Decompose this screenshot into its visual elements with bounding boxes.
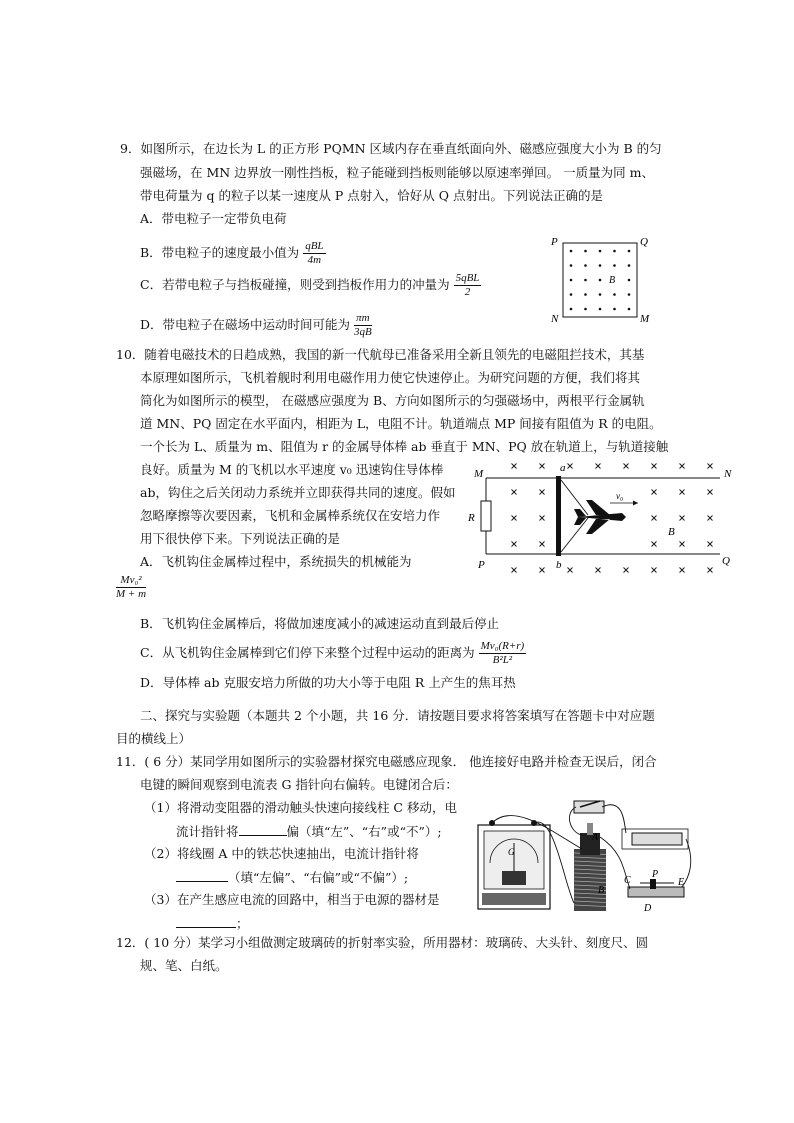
field-cross — [512, 490, 517, 495]
field-dot — [584, 308, 587, 311]
field-cross — [512, 542, 517, 547]
fraction-numerator: Mv₀(R+r) — [480, 639, 525, 652]
label-q: Q — [722, 555, 730, 567]
field-cross — [652, 516, 657, 521]
q11-sub3-text: ； — [236, 916, 249, 931]
answer-blank[interactable] — [176, 867, 228, 882]
field-dot — [628, 264, 631, 267]
q9-option-d-text: D．带电粒子在磁场中运动时间可能为 — [140, 317, 351, 332]
label-d: D — [644, 903, 652, 914]
field-cross — [652, 490, 657, 495]
q9-line1: 9．如图所示，在边长为 L 的正方形 PQMN 区域内存在垂直纸面向外、磁感应强度大小为 B 的匀 — [120, 141, 662, 156]
field-dot — [570, 250, 573, 253]
fraction-denominator: 2 — [464, 285, 471, 298]
answer-blank[interactable] — [239, 821, 287, 836]
q10-line8: 忽略摩擦等次要因素，飞机和金属棒系统仅在安培力作 — [140, 508, 441, 523]
q9-option-b — [140, 238, 330, 268]
fraction-denominator: 3qB — [354, 325, 372, 338]
q9-option-b-text: B．带电粒子的速度最小值为 — [140, 245, 300, 260]
field-dot — [599, 264, 602, 267]
label-m: M — [640, 313, 650, 325]
section-2-heading-cont: 目的横线上） — [116, 731, 192, 746]
q10-line1: 10．随着电磁技术的日趋成熟，我国的新一代航母已准备采用全新且领先的电磁阻拦技术，其基 — [116, 347, 645, 362]
q10-option-c — [140, 638, 530, 668]
label-n: N — [551, 313, 559, 325]
field-dot — [628, 250, 631, 253]
q10-option-c-fraction — [479, 640, 527, 667]
metal-rod-ab — [556, 476, 561, 556]
q10-option-b: B．飞机钩住金属棒后，将做加速度减小的减速运动直到最后停止 — [140, 616, 500, 631]
q10-line3: 简化为如图所示的模型， 在磁感应强度为 B、方向如图所示的匀强磁场中，两根平行金属轨 — [140, 393, 645, 408]
battery-icon — [632, 833, 682, 845]
q11-line2: 电键的瞬间观察到电流表 G 指针向右偏转。电键闭合后： — [140, 777, 458, 792]
label-p: P — [652, 869, 659, 880]
field-dot — [628, 293, 631, 296]
fraction-numerator: qBL — [305, 239, 324, 252]
field-dot — [570, 279, 573, 282]
q10-line5: 一个长为 L、质量为 m、阻值为 r 的金属导体棒 ab 垂直于 MN、PQ 放在轨道上，与轨道接触 — [140, 439, 669, 454]
field-dot — [613, 250, 616, 253]
field-cross — [708, 542, 713, 547]
q12-line2: 规、笔、白纸。 — [140, 958, 228, 973]
field-dot — [613, 308, 616, 311]
q10-line6: 良好。质量为 M 的飞机以水平速度 v₀ 迅速钩住导体棒 — [140, 462, 444, 477]
field-cross — [708, 516, 713, 521]
label-r: R — [468, 512, 475, 524]
field-cross — [540, 516, 545, 521]
arrowhead-icon — [633, 501, 638, 506]
label-a: a — [560, 462, 566, 474]
field-cross — [624, 568, 629, 573]
field-cross — [512, 568, 517, 573]
field-cross — [652, 568, 657, 573]
q11-sub2-answer — [176, 867, 408, 888]
field-dot — [599, 293, 602, 296]
fraction-numerator: Mv₀² — [116, 574, 146, 588]
field-dot — [584, 250, 587, 253]
fraction-denominator: M + m — [116, 588, 147, 600]
rheostat-slider — [650, 879, 656, 889]
field-dot — [570, 293, 573, 296]
field-cross — [680, 490, 685, 495]
field-dot — [599, 279, 602, 282]
field-dot — [584, 264, 587, 267]
q11-sub3: （3）在产生感应电流的回路中，相当于电源的器材是 — [144, 892, 440, 907]
field-cross — [708, 464, 713, 469]
q11-sub3-answer — [176, 913, 249, 934]
q11-sub2: （2）将线圈 A 中的铁芯快速抽出，电流计指针将 — [144, 846, 419, 861]
field-cross — [708, 490, 713, 495]
hook-line-bottom — [561, 518, 588, 552]
fraction-denominator: 4m — [307, 253, 322, 266]
field-cross — [512, 464, 517, 469]
label-q: Q — [640, 236, 648, 248]
q9-magnetic-field-figure — [548, 232, 658, 324]
resistor-r — [481, 501, 491, 531]
section-2-heading: 二、探究与实验题（本题共 2 个小题，共 16 分．请按题目要求将答案填写在答题卡中对应题 — [140, 708, 655, 723]
q12-line1: 12．( 10 分）某学习小组做测定玻璃砖的折射率实验，所用器材：玻璃砖、大头针、刻度尺、圆 — [116, 935, 649, 950]
field-cross — [540, 490, 545, 495]
airplane-icon — [574, 500, 626, 534]
field-dot — [570, 264, 573, 267]
q11-sub1-text-end: 偏（填“左”、“右”或“不”）; — [286, 824, 442, 839]
q11-sub1-text: 流计指针将 — [176, 824, 239, 839]
q9-option-d — [140, 310, 376, 340]
field-dot — [570, 308, 573, 311]
field-dot — [628, 308, 631, 311]
field-dot — [613, 264, 616, 267]
q10-option-a: A．飞机钩住金属棒过程中，系统损失的机械能为 — [140, 554, 412, 569]
q9-line2: 强磁场，在 MN 边界放一刚性挡板，粒子能碰到挡板则能够以原速率弹回。 一质量为同 m、 — [140, 165, 654, 180]
fraction-numerator: πm — [354, 312, 372, 326]
q10-line9: 用下很快停下来。下列说法正确的是 — [140, 531, 341, 546]
field-cross — [680, 464, 685, 469]
galvanometer-base — [482, 893, 546, 905]
q10-rail-figure — [470, 458, 738, 580]
q11-apparatus-figure — [474, 793, 700, 918]
q9-option-d-fraction — [354, 312, 372, 339]
q11-sub1-answer — [176, 821, 442, 842]
q10-option-a-fraction — [116, 574, 146, 601]
field-cross — [512, 516, 517, 521]
field-cross — [680, 516, 685, 521]
field-cross — [568, 568, 573, 573]
q10-line4: 道 MN、PQ 固定在水平面内，相距为 L，电阻不计。轨道端点 MP 间接有阻值为 R 的电阻。 — [140, 416, 662, 431]
label-p: P — [478, 559, 485, 571]
label-b: B — [598, 885, 605, 896]
q9-option-c — [140, 270, 485, 300]
q9-option-c-fraction — [454, 272, 482, 299]
field-cross — [652, 464, 657, 469]
field-cross — [624, 464, 629, 469]
q9-option-a: A．带电粒子一定带负电荷 — [140, 211, 287, 226]
fraction-denominator: B²L² — [492, 653, 513, 666]
label-p: P — [551, 236, 558, 248]
label-m: M — [474, 468, 484, 480]
q10-option-c-text: C．从飞机钩住金属棒到它们停下来整个过程中运动的距离为 — [140, 645, 475, 660]
label-a: A — [592, 832, 599, 843]
field-dot — [613, 293, 616, 296]
field-dot — [599, 250, 602, 253]
field-cross — [540, 542, 545, 547]
label-e: E — [678, 877, 685, 888]
answer-blank[interactable] — [176, 913, 236, 928]
field-dot — [599, 308, 602, 311]
q10-option-d: D．导体棒 ab 克服安培力所做的功大小等于电阻 R 上产生的焦耳热 — [140, 675, 516, 690]
field-dot — [584, 279, 587, 282]
q11-line1: 11．( 6 分）某同学用如图所示的实验器材探究电磁感应现象． 他连接好电路并检查无误后，闭合 — [116, 754, 657, 769]
field-cross — [540, 568, 545, 573]
field-cross — [680, 542, 685, 547]
label-n: N — [724, 468, 732, 480]
field-cross — [652, 542, 657, 547]
field-cross — [596, 568, 601, 573]
field-dot — [628, 279, 631, 282]
field-dot — [584, 293, 587, 296]
field-cross — [596, 464, 601, 469]
q10-line7: ab，钩住之后关闭动力系统并立即获得共同的速度。假如 — [140, 485, 456, 500]
q9-line3: 带电荷量为 q 的粒子以某一速度从 P 点射入，恰好从 Q 点射出。下列说法正确的是 — [140, 188, 604, 203]
label-v0: v₀ — [616, 491, 624, 501]
q11-sub1: （1）将滑动变阻器的滑动触头快速向接线柱 C 移动，电 — [144, 800, 457, 815]
label-field-b: B — [668, 526, 675, 538]
field-cross — [540, 464, 545, 469]
label-c: C — [624, 875, 631, 886]
label-b: b — [556, 559, 562, 571]
label-b: B — [609, 275, 616, 286]
field-cross — [708, 568, 713, 573]
galvanometer-magnet — [502, 871, 526, 885]
field-cross — [680, 568, 685, 573]
q10-line2: 本原理如图所示，飞机着舰时利用电磁作用力使它快速停止。为研究问题的方便，我们将其 — [140, 370, 641, 385]
fraction-numerator: 5qBL — [455, 271, 480, 284]
q9-option-c-text: C．若带电粒子与挡板碰撞，则受到挡板作用力的冲量为 — [140, 277, 450, 292]
q9-option-b-fraction — [303, 240, 325, 267]
field-dots — [570, 250, 631, 311]
label-g: G — [508, 847, 515, 857]
switch-icon — [574, 801, 604, 813]
q11-sub2-text: （填“左偏”、“右偏”或“不偏”）; — [228, 870, 409, 885]
field-cross — [568, 464, 573, 469]
